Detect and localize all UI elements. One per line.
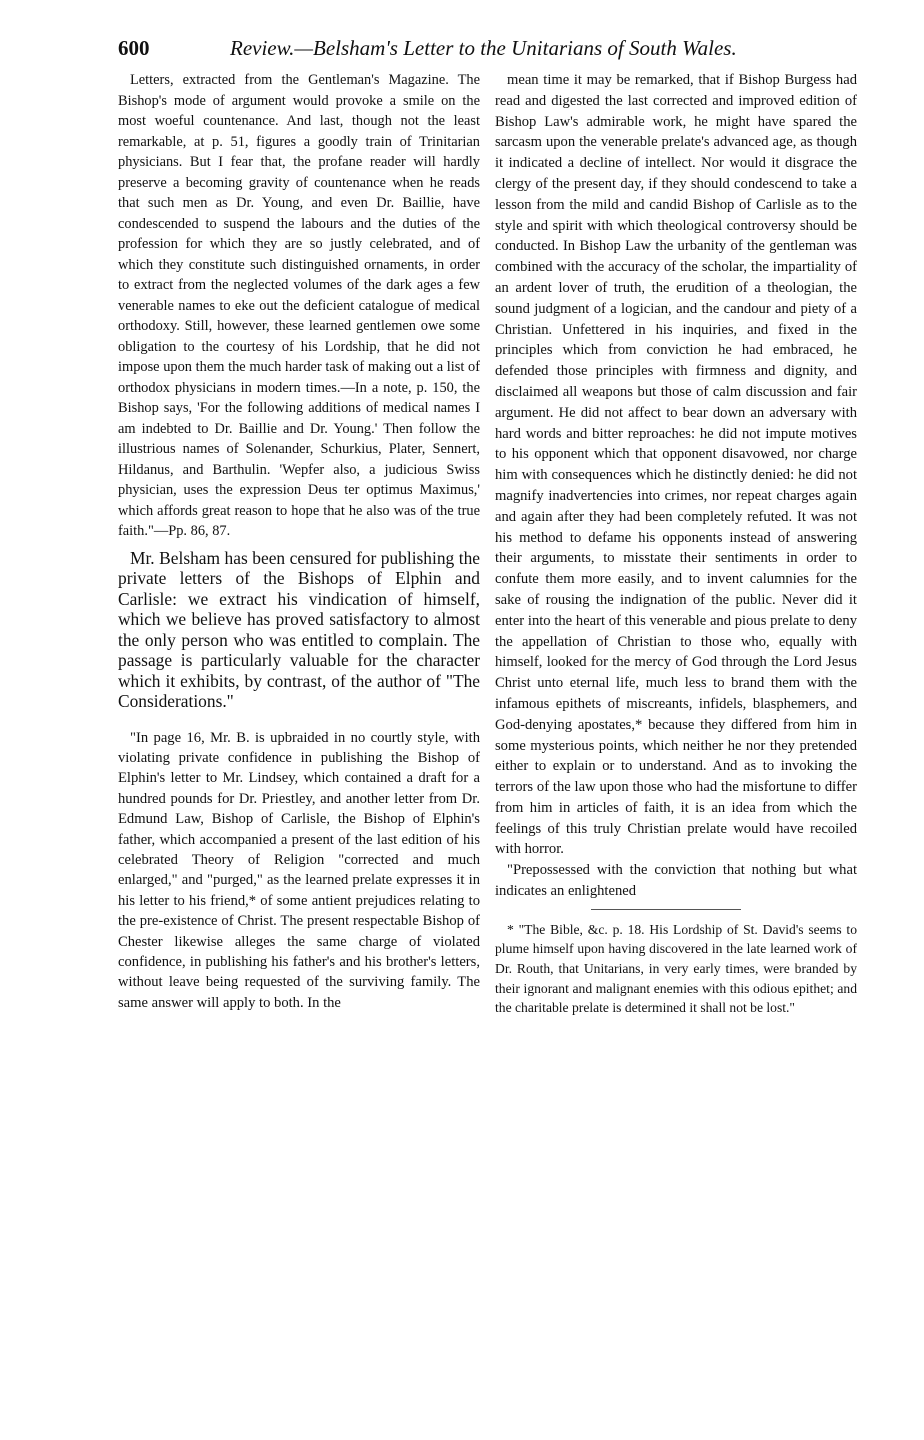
left-paragraph-3: "In page 16, Mr. B. is upbraided in no courtly style, with violating private confidence in publishing the Bishop of Elphin's letter to Mr. Lindsey, which contained a draft for a hundred pounds for Dr. Priestley, and another letter from Dr. Edmund Law, Bishop of Carlisle, the Bishop of Elphin's father, which accompanied a present of the last edition of his celebrated Theory of Religion "corrected and much enlarged," and "purged," as the learned prelate expresses it in his letter to his friend,* of some antient prejudices relating to the pre-existence of Christ. The present respectable Bishop of Chester likewise alleges the same charge of violated confidence, in publishing his father's and his brother's letters, without leave being requested of the surviving family. The same answer will apply to both. In the: [118, 729, 480, 1011]
footnote: * "The Bible, &c. p. 18. His Lordship of St. David's seems to plume himself upon having discovered in the late learned work of Dr. Routh, that Unitarians, in very early times, were branded by their ignorant and malignant enemies with this odious epithet; and the charitable prelate is determined it shall not be lost.": [495, 921, 857, 1016]
running-title: Review.—Belsham's Letter to the Unitarians of South Wales.: [230, 36, 737, 60]
left-paragraph-1: Letters, extracted from the Gentleman's Magazine. The Bishop's mode of argument would provoke a smile on the most woeful countenance. And last, though not the least remarkable, at p. 51, figures a goodly train of Trinitarian physicians. But I fear that, the profane reader will hardly preserve a becoming gravity of countenance when he reads that such men as Dr. Young, and even Dr. Baillie, have condescended to suspend the labours and the duties of the profession for which they are so justly celebrated, and of which they constitute such distinguished ornaments, in order to extract from the neglected volumes of the dark ages a few venerable names to eke out the deficient catalogue of medical orthodoxy. Still, however, these learned gentlemen owe some obligation to the courtesy of his Lordship, that he did not impose upon them the much harder task of making out a list of orthodox physicians in modern times.—In a note, p. 150, the Bishop says, 'For the following additions of medical names I am indebted to Dr. Baillie and Dr. Young.' Then follow the illustrious names of Solenander, Schurkius, Plater, Sennert, Hildanus, and Barthulin. 'Wepfer also, a judicious Swiss physician, uses the expression Deus ter optimus Maximus,' which affords great reason to hope that he also was of the true faith."—Pp. 86, 87.: [118, 72, 480, 539]
running-header: [118, 34, 798, 64]
right-paragraph-1: mean time it may be remarked, that if Bishop Burgess had read and digested the last corrected and improved edition of Bishop Law's admirable work, he might have spared the sarcasm upon the venerable prelate's advanced age, as though it indicated a decline of intellect. Nor would it disgrace the clergy of the present day, if they should condescend to take a lesson from the mild and candid Bishop of Carlisle as to the style and spirit with which theological controversy should be conducted. In Bishop Law the urbanity of the gentleman was combined with the accuracy of the scholar, the impartiality of an ardent lover of truth, the erudition of a theologian, the sound judgment of a logician, and the candour and piety of a Christian. Unfettered in his inquiries, and fixed in the principles which from conviction he had embraced, he defended those principles with firmness and dignity, and disclaimed all weapons but those of calm discussion and fair argument. He did not affect to bear down an adversary with hard words and bitter reproaches: he did not impute motives to his opponent which that opponent disavowed, nor charge him with consequences which he distinctly denied: he did not magnify inadvertencies into crimes, nor repeat charges again and again after they had been completely refuted. It was not his method to defame his opponents instead of answering their arguments, to misstate their sentiments in order to confute them more easily, and to invent calumnies for the sake of rousing the indignation of the public. Never did it enter into the heart of this venerable and pious prelate to deny the appellation of Christian to those who, equally with himself, looked for the mercy of God through the Lord Jesus Christ unto eternal life, much less to brand them with the infamous epithets of miscreants, infidels, blasphemers, and God-denying apostates,* because they differed from him in some mysterious points, which neither he nor they pretended either to explain or to understand. And as to invoking the terrors of the law upon those who had the misfortune to differ from him in articles of faith, it is an idea from which the feelings of this truly Christian prelate would have recoiled with horror.: [495, 72, 857, 858]
right-paragraph-2: "Prepossessed with the conviction that nothing but what indicates an enlightened: [495, 862, 857, 900]
page-number: 600: [118, 36, 150, 60]
left-column: [118, 70, 480, 1425]
right-column: [495, 70, 857, 1425]
footnote-rule: [591, 909, 741, 910]
left-paragraph-2: Mr. Belsham has been censured for publishing the private letters of the Bishops of Elphin and Carlisle: we extract his vindication of himself, which we believe has proved satisfactory to almost the only person who was entitled to complain. The passage is particularly valuable for the character which it exhibits, by contrast, of the author of "The Considerations.": [118, 547, 480, 711]
